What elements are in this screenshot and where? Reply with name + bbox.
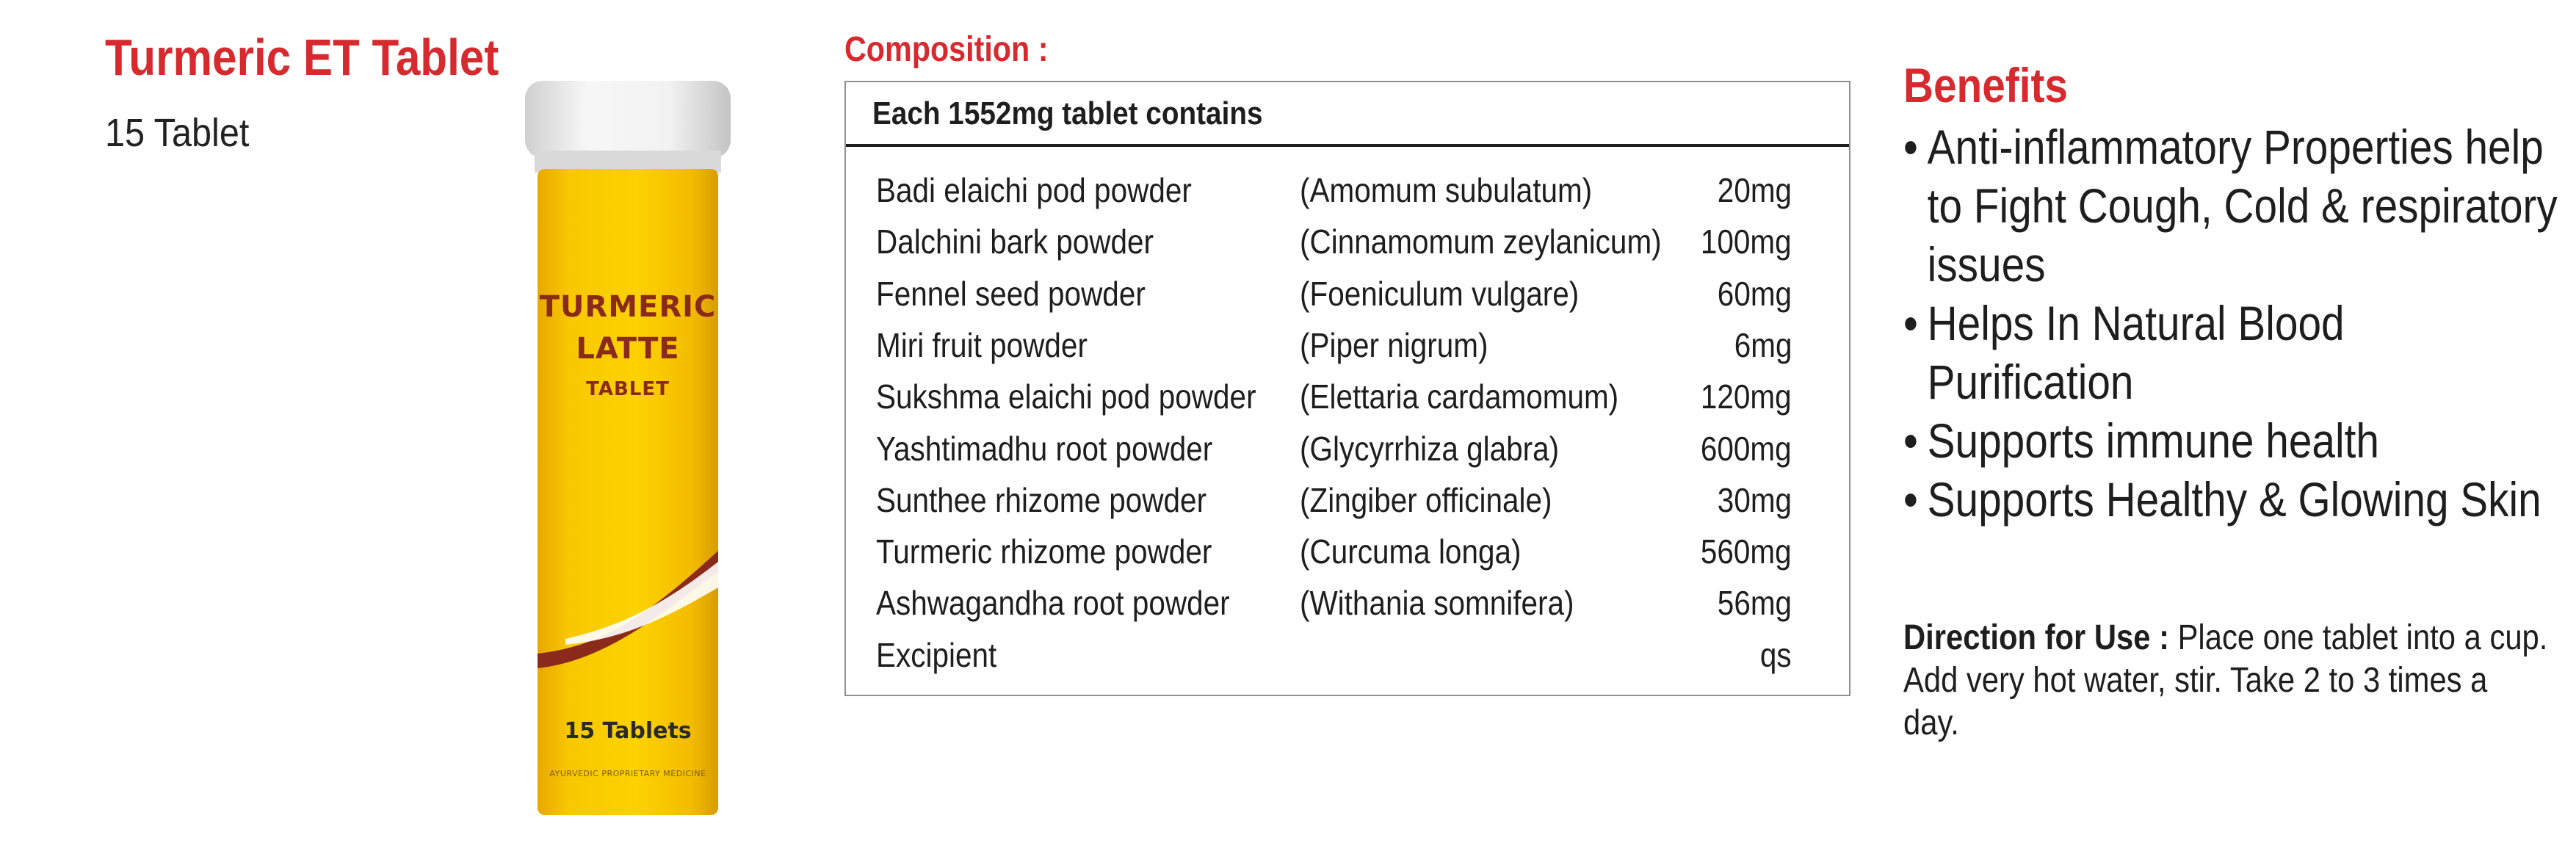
bullet-icon: • — [1903, 472, 1918, 527]
ingredient-latin-name: (Zingiber officinale) — [1300, 480, 1552, 519]
ingredient-dose: 600mg — [1701, 429, 1792, 468]
composition-table — [844, 81, 1850, 696]
ingredient-dose: 56mg — [1717, 584, 1792, 623]
bullet-icon: • — [1903, 296, 1918, 350]
direction-label: Direction for Use : — [1903, 618, 2169, 657]
ingredient-latin-name: (Foeniculum vulgare) — [1300, 274, 1580, 313]
ingredient-row — [846, 635, 1849, 687]
ingredient-row — [846, 274, 1849, 325]
ingredient-latin-name: (Elettaria cardamomum) — [1300, 377, 1619, 416]
benefit-item — [1903, 411, 2559, 470]
ingredient-dose: 6mg — [1734, 325, 1792, 364]
ingredient-latin-name: (Curcuma longa) — [1300, 532, 1522, 571]
bullet-icon: • — [1903, 413, 1918, 468]
ingredient-latin-name: (Glycyrrhiza glabra) — [1300, 429, 1560, 468]
tube-cap — [525, 81, 731, 158]
ingredient-latin-name: (Withania somnifera) — [1300, 584, 1574, 623]
ingredient-name: Sukshma elaichi pod powder — [876, 377, 1256, 416]
tube-brand-line3: TABLET — [586, 378, 670, 400]
ingredient-name: Excipient — [876, 635, 997, 674]
composition-heading: Composition : — [844, 30, 1049, 69]
ingredient-row — [846, 377, 1849, 428]
ingredient-dose: 60mg — [1717, 274, 1792, 313]
benefit-text: Supports Healthy & Glowing Skin — [1927, 472, 2541, 527]
product-quantity: 15 Tablet — [105, 111, 250, 155]
product-title: Turmeric ET Tablet — [105, 29, 499, 86]
benefits-list — [1903, 117, 2564, 529]
ingredient-dose: 30mg — [1717, 480, 1792, 519]
benefit-text: Helps In Natural Blood Purification — [1927, 296, 2345, 409]
ingredient-dose: 120mg — [1701, 377, 1792, 416]
ingredient-name: Badi elaichi pod powder — [876, 171, 1192, 209]
tube-brand-line1: TURMERIC — [539, 290, 717, 324]
ingredient-name: Yashtimadhu root powder — [876, 429, 1213, 468]
benefit-text: Anti-inflammatory Properties help to Fight Cough, Cold & respiratory issues — [1927, 120, 2558, 292]
benefit-item — [1903, 117, 2559, 294]
tube-footer-text: AYURVEDIC PROPRIETARY MEDICINE — [549, 769, 706, 778]
ingredient-name: Ashwagandha root powder — [876, 584, 1230, 623]
ingredient-row — [846, 325, 1849, 377]
tube-count: 15 Tablets — [564, 718, 692, 744]
tube-illustration — [521, 81, 734, 822]
ingredient-name: Fennel seed powder — [876, 274, 1146, 313]
benefit-item — [1903, 470, 2559, 529]
ingredient-row — [846, 222, 1849, 273]
ingredient-dose: 560mg — [1701, 532, 1792, 571]
ingredient-name: Miri fruit powder — [876, 325, 1088, 364]
bullet-icon: • — [1903, 120, 1918, 174]
ingredient-dose: 100mg — [1701, 223, 1792, 261]
ingredient-row — [846, 532, 1849, 583]
composition-divider — [846, 144, 1849, 147]
ingredient-dose: qs — [1760, 635, 1792, 674]
ingredient-row — [846, 429, 1849, 480]
ingredient-latin-name: (Amomum subulatum) — [1300, 171, 1593, 209]
composition-table-heading: Each 1552mg tablet contains — [872, 95, 1263, 131]
ingredient-name: Dalchini bark powder — [876, 223, 1154, 261]
ingredient-row — [846, 170, 1849, 222]
ingredient-row — [846, 480, 1849, 532]
benefit-item — [1903, 294, 2559, 411]
benefits-heading: Benefits — [1903, 58, 2068, 112]
product-tube-image — [521, 81, 734, 822]
ingredient-name: Sunthee rhizome powder — [876, 480, 1207, 519]
ingredient-latin-name: (Piper nigrum) — [1300, 325, 1488, 364]
benefit-text: Supports immune health — [1927, 413, 2379, 468]
ingredient-dose: 20mg — [1717, 171, 1792, 209]
direction-for-use — [1903, 617, 2550, 745]
tube-brand-line2: LATTE — [576, 332, 680, 366]
ingredient-name: Turmeric rhizome powder — [876, 532, 1212, 571]
ingredient-latin-name: (Cinnamomum zeylanicum) — [1300, 223, 1662, 261]
direction-text: Place one tablet into a cup. Add very hot water, stir. Take 2 to 3 times a day. — [1903, 618, 2548, 742]
ingredient-row — [846, 583, 1849, 634]
